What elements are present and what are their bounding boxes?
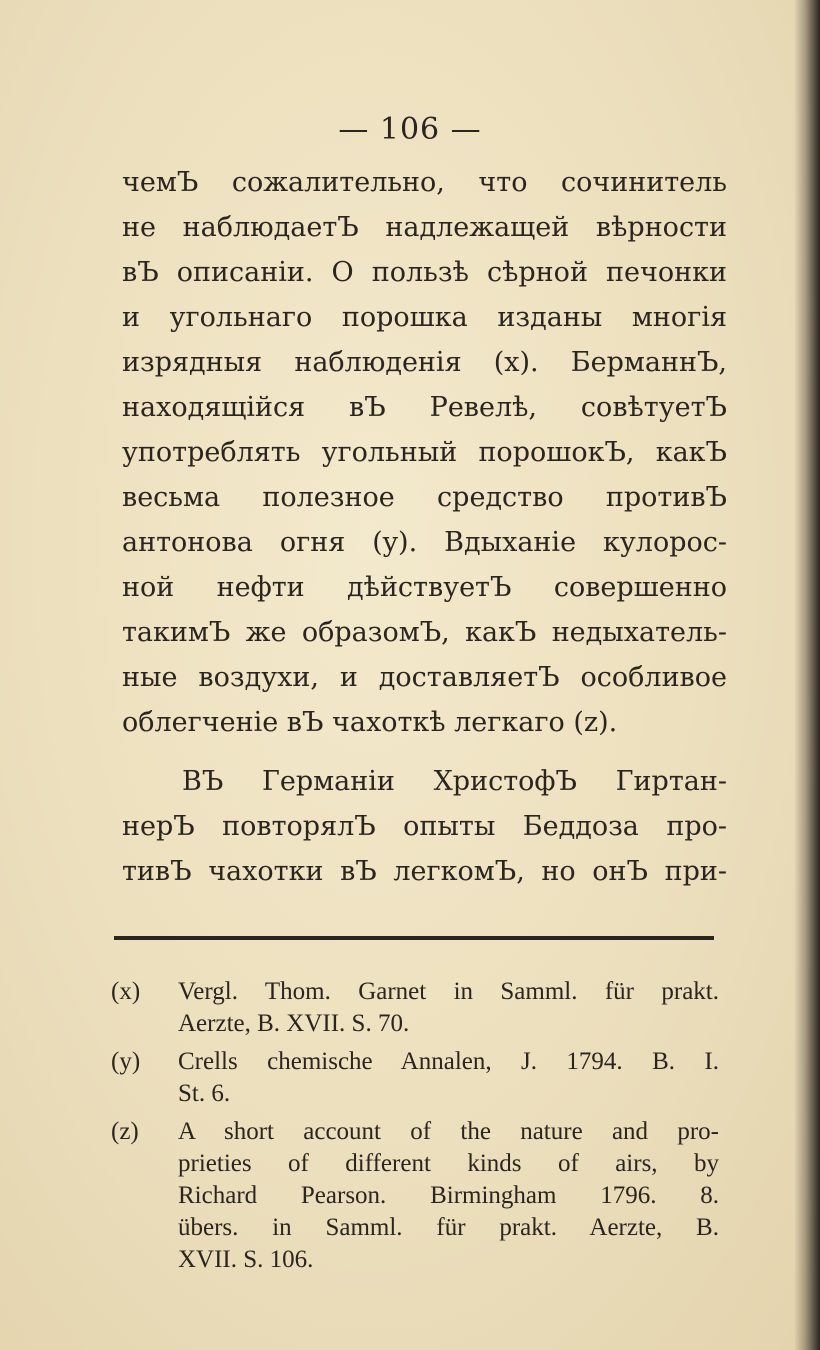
text-line: и угольнаго порошка изданы многія [122,302,727,333]
footnote-mark: (z) [111,1118,139,1145]
footnote-text: übers. in Samml. für prakt. Aerzte, B. [178,1214,719,1241]
text-line: весьма полезное средство противЪ [122,482,727,513]
footnote-text: St. 6. [178,1080,231,1107]
text-line: облегченіе вЪ чахоткѣ легкаго (z). [122,707,618,738]
footnote-mark: (x) [111,978,141,1005]
footnote-text: Aerzte, B. XVII. S. 70. [178,1010,410,1037]
text-line: чемЪ сожалительно, что сочинитель [122,167,727,198]
paragraph-first-line: ВЪ Германіи ХристофЪ Гиртан- [182,766,727,797]
text-line: не наблюдаетЪ надлежащей вѣрности [122,212,727,243]
footnote-x [111,976,719,1040]
text-line: ные воздухи, и доставляетЪ особливое [122,662,727,693]
text-line: употреблять угольный порошокЪ, какЪ [122,437,727,468]
footnotes [111,976,719,1282]
text-line: изрядныя наблюденія (x). БерманнЪ, [122,347,727,378]
footnote-text: A short account of the nature and pro- [178,1118,719,1145]
footnote-text: prieties of different kinds of airs, by [178,1150,719,1177]
text-line: такимЪ же образомЪ, какЪ недыхатель- [122,617,727,648]
text-line: тивЪ чахотки вЪ легкомЪ, но онЪ при- [122,856,727,887]
footnote-text: Richard Pearson. Birmingham 1796. 8. [178,1182,719,1209]
footnote-mark: (y) [111,1048,141,1075]
text-line: антонова огня (y). Вдыханіе кулорос- [122,527,727,558]
footnote-z [111,1116,719,1276]
text-line: вЪ описаніи. О пользѣ сѣрной печонки [122,257,727,288]
footnote-text: Crells chemische Annalen, J. 1794. B. I. [178,1048,719,1075]
book-spine-shadow [794,0,820,1350]
text-line: ной нефти дѣйствуетЪ совершенно [122,572,727,603]
main-text [122,160,727,894]
page-number-header: — 106 — [338,112,482,147]
footnote-y [111,1046,719,1110]
text-line: находящійся вЪ Ревелѣ, совѣтуетЪ [122,392,727,423]
footnote-divider [114,936,714,940]
footnote-text: Vergl. Thom. Garnet in Samml. für prakt. [178,978,719,1005]
footnote-text: XVII. S. 106. [178,1246,314,1273]
text-line: нерЪ повторялЪ опыты Беддоза про- [122,811,727,842]
